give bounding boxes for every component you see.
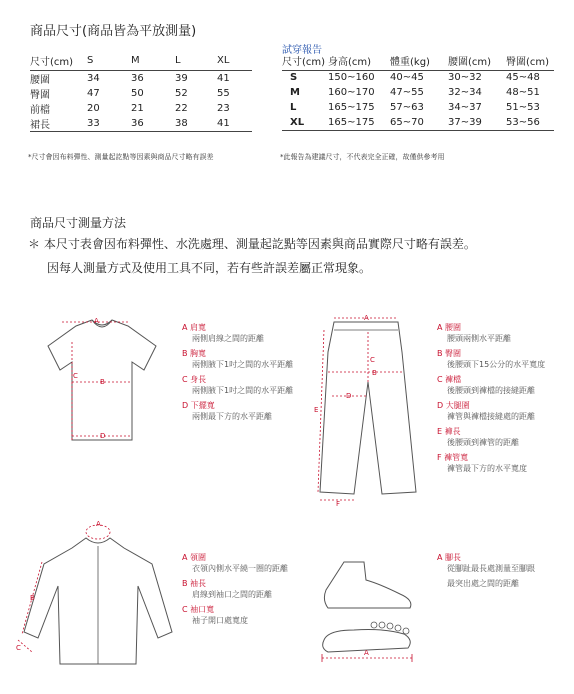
legend-item xyxy=(182,374,293,396)
legend-label: C 褲檔 xyxy=(437,375,462,384)
fit-header-waist: 腰圍(cm) xyxy=(448,57,492,69)
size-header-s: S xyxy=(87,55,94,67)
cell: 55 xyxy=(217,87,230,99)
legend-desc: 兩側腋下1吋之間的水平距離 xyxy=(192,360,294,369)
pants-label-b: B xyxy=(372,369,377,377)
legend-desc: 衣領內側水平繞一圈的距離 xyxy=(192,564,288,573)
cell: 38 xyxy=(175,117,188,129)
legend-desc: 兩側肩線之間的距離 xyxy=(192,334,264,343)
cell: 23 xyxy=(217,102,230,114)
row-label: 腰圍 xyxy=(30,74,50,86)
legend-label: A 領圍 xyxy=(182,553,207,562)
legend-desc: 肩線到袖口之間的距離 xyxy=(192,590,272,599)
cell: 48~51 xyxy=(506,87,540,98)
shirt-diagram xyxy=(12,516,180,666)
shirt-label-c: C xyxy=(16,644,21,652)
pants-diagram xyxy=(312,312,432,512)
pants-outline xyxy=(320,322,416,494)
legend-label: C 身長 xyxy=(182,375,207,384)
shirt-label-b: B xyxy=(30,594,35,602)
legend-item xyxy=(437,578,535,589)
legend-item xyxy=(182,552,288,574)
row-label: M xyxy=(290,87,300,98)
cell: 36 xyxy=(131,117,144,129)
legend-desc: 最突出處之間的距離 xyxy=(447,579,519,588)
cell: 165~175 xyxy=(328,116,375,128)
cell: 47~55 xyxy=(390,87,424,98)
tshirt-label-d: D xyxy=(100,432,106,440)
fit-header-weight: 體重(kg) xyxy=(390,57,430,69)
cell: 34~37 xyxy=(448,102,482,113)
cell: 50 xyxy=(131,87,144,99)
cell: 45~48 xyxy=(506,72,540,84)
legend-desc: 腰頭兩側水平距離 xyxy=(447,334,511,343)
table-row xyxy=(30,116,252,132)
legend-desc: 從腳趾最長處測量至腳跟 xyxy=(447,564,535,573)
legend-label: A 腰圍 xyxy=(437,323,462,332)
cell: 150~160 xyxy=(328,72,375,84)
tshirt-label-c: C xyxy=(73,372,78,380)
row-label: 裙長 xyxy=(30,119,50,131)
tshirt-label-a: A xyxy=(94,317,99,325)
legend-label: A 肩寬 xyxy=(182,323,207,332)
pants-label-e: E xyxy=(314,406,319,414)
cell: 22 xyxy=(175,102,188,114)
foot-side-outline xyxy=(324,562,410,608)
size-table-title: 商品尺寸(商品皆為平放測量) xyxy=(30,24,197,39)
legend-desc: 褲管最下方的水平寬度 xyxy=(447,464,527,473)
cell: 37~39 xyxy=(448,116,482,128)
cell: 160~170 xyxy=(328,87,375,98)
legend-desc: 兩側腋下1吋之間的水平距離 xyxy=(192,386,294,395)
legend-item xyxy=(182,348,293,370)
size-header-l: L xyxy=(175,55,181,67)
legend-label: B 袖長 xyxy=(182,579,207,588)
size-header-label: 尺寸(cm) xyxy=(30,57,74,69)
legend-desc: 後腰頭到褲管的距離 xyxy=(447,438,519,447)
pants-label-c: C xyxy=(370,356,375,364)
cell: 57~63 xyxy=(390,102,424,113)
cell: 34 xyxy=(87,72,100,84)
legend-item xyxy=(182,604,288,626)
cell: 51~53 xyxy=(506,102,540,113)
fit-header-hip: 臀圍(cm) xyxy=(506,57,550,69)
cell: 47 xyxy=(87,87,100,99)
size-header-xl: XL xyxy=(217,55,230,67)
fit-report-title: 試穿報告 xyxy=(282,45,322,56)
fit-header-height: 身高(cm) xyxy=(328,57,372,69)
legend-label: A 腳長 xyxy=(437,553,462,562)
pants-label-a: A xyxy=(364,314,369,322)
legend-desc: 後腰頭下15公分的水平寬度 xyxy=(447,360,546,369)
legend-desc: 褲管與褲檔接縫處的距離 xyxy=(447,412,535,421)
tshirt-legend xyxy=(182,322,293,426)
legend-label: F 褲管寬 xyxy=(437,453,469,462)
legend-label: E 褲長 xyxy=(437,427,461,436)
legend-label: D 大腿圍 xyxy=(437,401,470,410)
legend-item xyxy=(182,400,293,422)
cell: 165~175 xyxy=(328,102,375,113)
legend-item xyxy=(437,552,535,574)
shirt-legend xyxy=(182,552,288,630)
legend-label: B 胸寬 xyxy=(182,349,207,358)
tshirt-label-b: B xyxy=(100,378,105,386)
method-line-2: 因每人測量方式及使用工具不同，若有些許誤差屬正常現象。 xyxy=(47,261,372,275)
legend-item xyxy=(437,400,545,422)
legend-label: B 臀圍 xyxy=(437,349,462,358)
shirt-label-a: A xyxy=(96,520,101,528)
size-table-note: *尺寸會因布料彈性、測量起訖點等因素與商品尺寸略有誤差 xyxy=(28,153,214,161)
cell: 53~56 xyxy=(506,116,540,128)
legend-desc: 袖子開口處寬度 xyxy=(192,616,248,625)
cell: 20 xyxy=(87,102,100,114)
cell: 39 xyxy=(175,72,188,84)
legend-item xyxy=(182,322,293,344)
cell: 36 xyxy=(131,72,144,84)
pants-label-f: F xyxy=(336,500,341,508)
cell: 52 xyxy=(175,87,188,99)
legend-label: C 袖口寬 xyxy=(182,605,215,614)
legend-item xyxy=(437,426,545,448)
table-row xyxy=(282,100,554,115)
pants-legend xyxy=(437,322,545,478)
legend-item xyxy=(437,322,545,344)
cell: 41 xyxy=(217,117,230,129)
pants-label-d: D xyxy=(346,392,352,400)
cell: 41 xyxy=(217,72,230,84)
legend-desc: 後腰頭到褲檔的接縫距離 xyxy=(447,386,535,395)
size-header-m: M xyxy=(131,55,140,67)
cell: 30~32 xyxy=(448,72,482,84)
cell: 21 xyxy=(131,102,144,114)
fit-header-size: 尺寸(cm) xyxy=(282,57,326,69)
row-label: S xyxy=(290,72,298,84)
foot-diagram xyxy=(314,560,424,670)
cell: 32~34 xyxy=(448,87,482,98)
fit-report-table xyxy=(282,52,554,131)
row-label: 前檔 xyxy=(30,104,50,116)
table-row xyxy=(30,70,252,86)
legend-desc: 兩側最下方的水平距離 xyxy=(192,412,272,421)
size-table xyxy=(30,52,252,132)
legend-item xyxy=(437,374,545,396)
cell: 40~45 xyxy=(390,72,424,84)
legend-label: D 下擺寬 xyxy=(182,401,215,410)
row-label: 臀圍 xyxy=(30,89,50,101)
table-row xyxy=(282,85,554,100)
fit-report-note: *此報告為建議尺寸，不代表完全正確，故僅供參考用 xyxy=(280,153,445,161)
foot-label-a: A xyxy=(364,649,369,657)
table-row xyxy=(282,70,554,85)
cell: 65~70 xyxy=(390,116,424,128)
method-title: 商品尺寸測量方法 xyxy=(30,216,127,230)
tshirt-diagram xyxy=(28,312,176,452)
method-line-1: ＊ 本尺寸表會因布料彈性、水洗處理、測量起訖點等因素與商品實際尺寸略有誤差。 xyxy=(28,237,476,251)
cell: 33 xyxy=(87,117,100,129)
table-row xyxy=(30,101,252,116)
row-label: XL xyxy=(290,116,305,128)
table-row xyxy=(30,86,252,101)
legend-item xyxy=(437,348,545,370)
table-row xyxy=(282,115,554,130)
foot-legend xyxy=(437,552,535,593)
legend-item xyxy=(182,578,288,600)
legend-item xyxy=(437,452,545,474)
row-label: L xyxy=(290,102,297,113)
